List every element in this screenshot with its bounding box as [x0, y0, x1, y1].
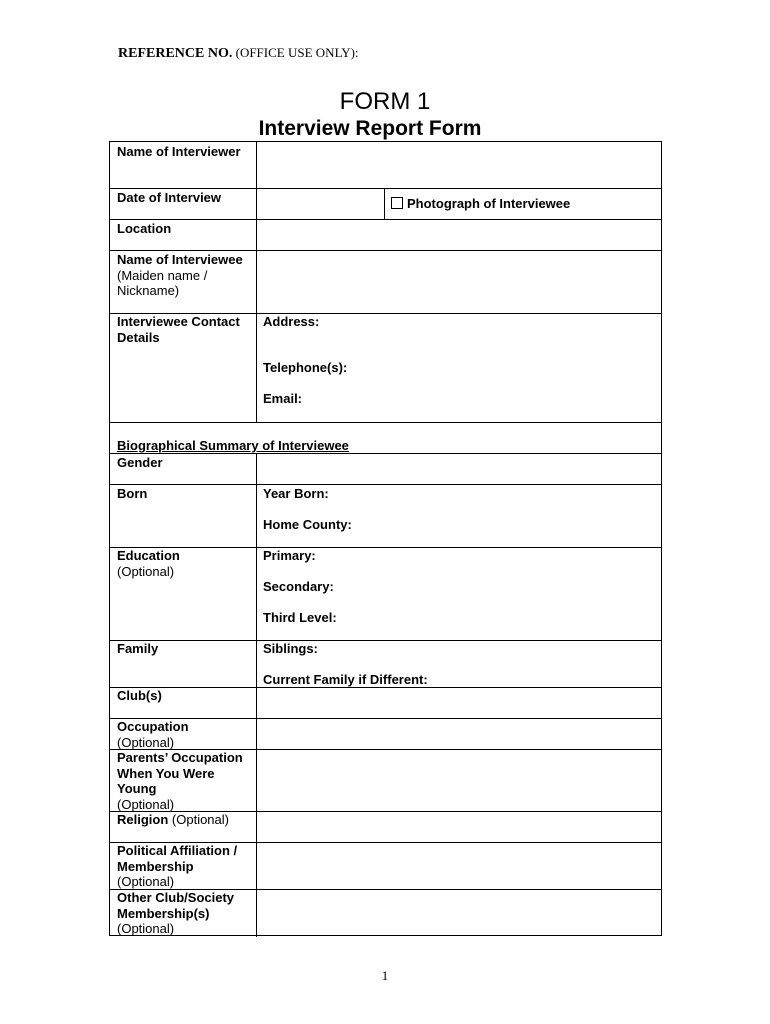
political-field[interactable] — [257, 843, 661, 888]
interview-form-table — [109, 141, 662, 936]
siblings-label: Siblings: — [263, 641, 318, 656]
home-county-label: Home County: — [263, 517, 352, 532]
other-clubs-field[interactable] — [257, 890, 661, 935]
gender-label: Gender — [117, 455, 163, 470]
biographical-summary-heading: Biographical Summary of Interviewee — [117, 438, 349, 453]
reference-number — [118, 45, 359, 62]
row-divider — [110, 484, 661, 485]
telephone-label: Telephone(s): — [263, 360, 348, 375]
form-title: FORM 1 — [339, 88, 431, 115]
religion-note: (Optional) — [171, 812, 229, 827]
contact-details-label: Interviewee Contact Details — [117, 314, 240, 345]
year-born-label: Year Born: — [263, 486, 329, 501]
born-label: Born — [117, 486, 148, 501]
parents-occupation-note: (Optional) — [117, 796, 175, 812]
other-clubs-note: (Optional) — [117, 921, 175, 936]
row-divider — [110, 422, 661, 423]
clubs-field[interactable] — [257, 688, 661, 717]
secondary-label: Secondary: — [263, 579, 334, 594]
interviewer-name-label: Name of Interviewer — [117, 144, 241, 159]
interviewee-name-field[interactable] — [257, 251, 661, 312]
clubs-label: Club(s) — [117, 688, 162, 703]
political-cell — [117, 843, 253, 890]
page-number: 1 — [381, 968, 389, 983]
gender-field[interactable] — [257, 454, 661, 483]
other-clubs-cell — [117, 890, 253, 937]
reference-note: (OFFICE USE ONLY): — [235, 45, 359, 60]
political-note: (Optional) — [117, 874, 175, 889]
form-subtitle: Interview Report Form — [258, 117, 482, 140]
location-field[interactable] — [257, 220, 661, 249]
row-divider — [110, 188, 661, 189]
political-label: Political Affiliation / Membership — [117, 843, 238, 874]
occupation-cell — [117, 719, 247, 750]
location-label: Location — [117, 221, 172, 236]
interview-date-field[interactable] — [257, 189, 383, 218]
photo-label: Photograph of Interviewee — [407, 196, 571, 211]
parents-occupation-label: Parents’ Occupation When You Were Young — [117, 750, 243, 796]
photo-checkbox[interactable] — [391, 197, 403, 209]
occupation-field[interactable] — [257, 719, 661, 748]
parents-occupation-cell — [117, 750, 253, 812]
address-label: Address: — [263, 314, 320, 329]
religion-label: Religion — [117, 812, 169, 827]
primary-label: Primary: — [263, 548, 316, 563]
occupation-label: Occupation — [117, 719, 189, 734]
column-divider — [384, 188, 385, 219]
reference-label: REFERENCE NO. — [118, 46, 233, 61]
interviewee-name-note: (Maiden name / Nickname) — [117, 267, 208, 298]
other-clubs-label: Other Club/Society Membership(s) — [117, 890, 235, 921]
religion-cell — [117, 812, 253, 828]
interviewer-name-field[interactable] — [257, 143, 661, 187]
education-label: Education — [117, 548, 180, 563]
education-note: (Optional) — [117, 563, 175, 579]
interview-date-label: Date of Interview — [117, 190, 222, 205]
interviewee-name-cell — [117, 252, 247, 299]
parents-occupation-field[interactable] — [257, 750, 661, 810]
email-label: Email: — [263, 391, 303, 406]
occupation-note: (Optional) — [117, 734, 175, 750]
education-cell — [117, 548, 247, 579]
third-level-label: Third Level: — [263, 610, 337, 625]
religion-field[interactable] — [257, 812, 661, 841]
interviewee-name-label: Name of Interviewee — [117, 252, 243, 267]
family-label: Family — [117, 641, 159, 656]
photo-cell — [391, 196, 661, 212]
current-family-label: Current Family if Different: — [263, 672, 428, 687]
